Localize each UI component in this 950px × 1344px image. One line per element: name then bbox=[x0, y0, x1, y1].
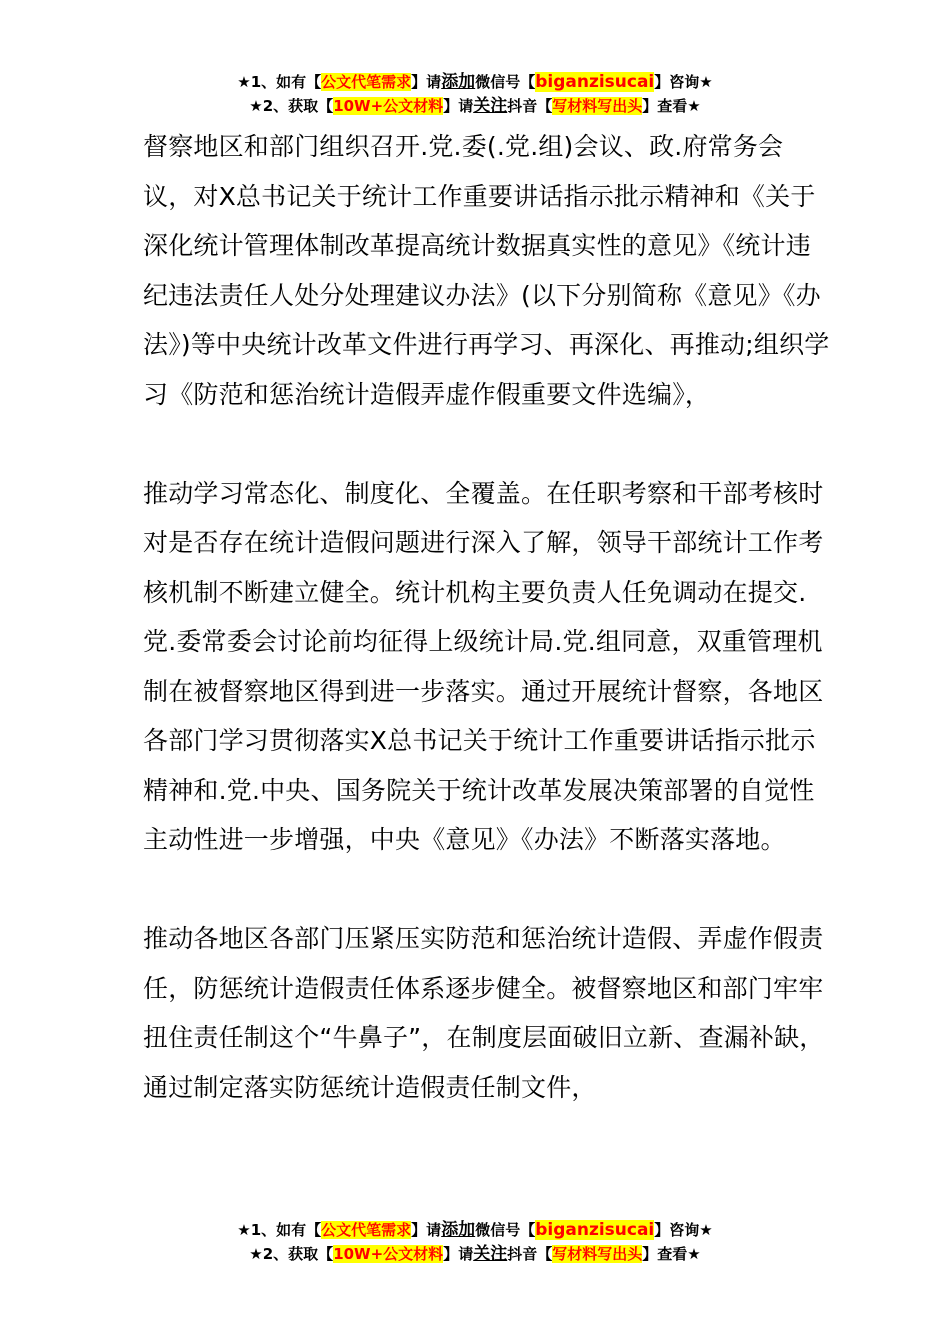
footer-banner bbox=[0, 1218, 950, 1266]
banner-text: ★1、如有【 bbox=[237, 1221, 322, 1239]
banner-text: 】请 bbox=[411, 73, 442, 91]
banner-line-2 bbox=[0, 1242, 950, 1266]
banner-text: 】咨询★ bbox=[654, 1221, 713, 1239]
banner-text: 抖音【 bbox=[507, 1245, 553, 1263]
banner-text: 微信号【 bbox=[475, 73, 536, 91]
banner-highlight: 公文代笔需求 bbox=[321, 73, 412, 91]
banner-underline: 添加 bbox=[441, 1220, 476, 1240]
banner-line-2 bbox=[0, 94, 950, 118]
banner-text: 】请 bbox=[443, 1245, 474, 1263]
paragraph: 推动学习常态化、制度化、全覆盖。在任职考察和干部考核时对是否存在统计造假问题进行深入了解，领导干部统计工作考核机制不断建立健全。统计机构主要负责人任免调动在提交.党.委常委会讨论前均征得上级统计局.党.组同意，双重管理机制在被督察地区得到进一步落实。通过开展统计督察，各地区各部门学习贯彻落实X总书记关于统计工作重要讲话指示批示精神和.党.中央、国务院关于统计改革发展决策部署的自觉性主动性进一步增强，中央《意见》《办法》不断落实落地。 bbox=[143, 478, 824, 854]
banner-line-1 bbox=[0, 1218, 950, 1242]
banner-underline: 关注 bbox=[473, 1244, 508, 1264]
banner-text: ★1、如有【 bbox=[237, 73, 322, 91]
banner-underline: 关注 bbox=[473, 96, 508, 116]
banner-text: ★2、获取【 bbox=[249, 1245, 334, 1263]
banner-text: 抖音【 bbox=[507, 97, 553, 115]
banner-highlight: 写材料写出头 bbox=[552, 1245, 643, 1263]
banner-text: ★2、获取【 bbox=[249, 97, 334, 115]
banner-highlight: 10W+公文材料 bbox=[333, 97, 444, 115]
header-banner bbox=[0, 70, 950, 118]
banner-text: 微信号【 bbox=[475, 1221, 536, 1239]
paragraph: 推动各地区各部门压紧压实防范和惩治统计造假、弄虚作假责任，防惩统计造假责任体系逐步健全。被督察地区和部门牢牢扭住责任制这个“牛鼻子”，在制度层面破旧立新、查漏补缺，通过制定落实防惩统计造假责任制文件， bbox=[143, 924, 825, 1102]
banner-highlight: 10W+公文材料 bbox=[333, 1245, 444, 1263]
document-body bbox=[143, 122, 833, 1112]
banner-highlight: 写材料写出头 bbox=[552, 97, 643, 115]
banner-underline: 添加 bbox=[441, 72, 476, 92]
banner-text: 】咨询★ bbox=[654, 73, 713, 91]
banner-highlight: 公文代笔需求 bbox=[321, 1221, 412, 1239]
banner-highlight-id: biganzisucai bbox=[535, 1220, 655, 1240]
banner-line-1 bbox=[0, 70, 950, 94]
banner-text: 】请 bbox=[443, 97, 474, 115]
banner-text: 】查看★ bbox=[642, 97, 701, 115]
banner-highlight-id: biganzisucai bbox=[535, 72, 655, 92]
banner-text: 】请 bbox=[411, 1221, 442, 1239]
paragraph: 督察地区和部门组织召开.党.委(.党.组)会议、政.府常务会议，对X总书记关于统计工作重要讲话指示批示精神和《关于深化统计管理体制改革提高统计数据真实性的意见》《统计违纪违法责任人处分处理建议办法》(以下分别简称《意见》《办法》)等中央统计改革文件进行再学习、再深化、再推动;组织学习《防范和惩治统计造假弄虚作假重要文件选编》， bbox=[143, 132, 830, 409]
banner-text: 】查看★ bbox=[642, 1245, 701, 1263]
